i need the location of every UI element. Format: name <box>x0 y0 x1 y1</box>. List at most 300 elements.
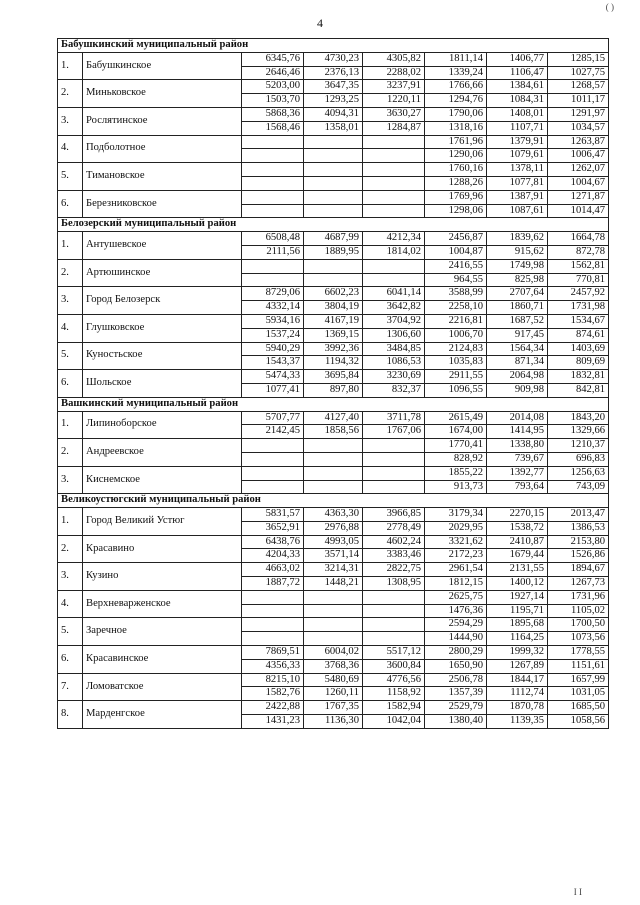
value-cell: 1534,67 <box>548 314 609 328</box>
value-cell <box>304 466 363 480</box>
value-cell <box>242 176 304 190</box>
table-row <box>58 287 609 301</box>
value-cell <box>363 135 425 149</box>
value-cell: 2778,49 <box>363 521 425 535</box>
settlement-name: Артюшинское <box>83 259 242 287</box>
table-row <box>58 370 609 384</box>
row-number: 5. <box>58 618 83 646</box>
district-title: Белозерский муниципальный район <box>58 218 609 232</box>
value-cell: 5203,00 <box>242 80 304 94</box>
value-cell: 1767,06 <box>363 425 425 439</box>
table-row <box>58 618 609 632</box>
value-cell: 4094,31 <box>304 107 363 121</box>
value-cell: 1271,87 <box>548 190 609 204</box>
value-cell: 1358,01 <box>304 121 363 135</box>
value-cell: 3695,84 <box>304 370 363 384</box>
value-cell: 1139,35 <box>487 715 548 729</box>
value-cell: 2506,78 <box>425 673 487 687</box>
value-cell: 1700,50 <box>548 618 609 632</box>
value-cell: 793,64 <box>487 480 548 494</box>
value-cell: 1288,26 <box>425 176 487 190</box>
row-number: 3. <box>58 563 83 591</box>
value-cell: 842,81 <box>548 383 609 397</box>
table-row <box>58 342 609 356</box>
value-cell: 3704,92 <box>363 314 425 328</box>
table-row <box>58 701 609 715</box>
value-cell <box>242 480 304 494</box>
settlement-name: Миньковское <box>83 80 242 108</box>
value-cell: 1210,37 <box>548 439 609 453</box>
value-cell: 1392,77 <box>487 466 548 480</box>
value-cell: 3647,35 <box>304 80 363 94</box>
value-cell: 1767,35 <box>304 701 363 715</box>
value-cell: 1760,16 <box>425 163 487 177</box>
footer-mark: I I <box>573 887 582 897</box>
settlement-name: Глушковское <box>83 314 242 342</box>
value-cell <box>304 190 363 204</box>
value-cell: 1268,57 <box>548 80 609 94</box>
value-cell: 2707,64 <box>487 287 548 301</box>
table-row <box>58 411 609 425</box>
table-row <box>58 673 609 687</box>
value-cell: 2142,45 <box>242 425 304 439</box>
value-cell: 2153,80 <box>548 535 609 549</box>
value-cell <box>242 466 304 480</box>
value-cell: 1004,67 <box>548 176 609 190</box>
value-cell: 3652,91 <box>242 521 304 535</box>
value-cell: 1568,46 <box>242 121 304 135</box>
settlement-name: Киснемское <box>83 466 242 494</box>
value-cell: 1112,74 <box>487 687 548 701</box>
value-cell: 4204,33 <box>242 549 304 563</box>
value-cell: 1839,62 <box>487 232 548 246</box>
district-header-row <box>58 397 609 411</box>
value-cell: 3588,99 <box>425 287 487 301</box>
value-cell: 1403,69 <box>548 342 609 356</box>
value-cell: 1379,91 <box>487 135 548 149</box>
value-cell <box>304 135 363 149</box>
settlement-name: Куностьское <box>83 342 242 370</box>
table-row <box>58 163 609 177</box>
value-cell: 1034,57 <box>548 121 609 135</box>
value-cell: 2422,88 <box>242 701 304 715</box>
value-cell: 1058,56 <box>548 715 609 729</box>
district-header-row <box>58 39 609 53</box>
value-cell: 1027,75 <box>548 66 609 80</box>
value-cell: 1035,83 <box>425 356 487 370</box>
value-cell: 4356,33 <box>242 659 304 673</box>
value-cell: 2800,29 <box>425 646 487 660</box>
value-cell: 2457,92 <box>548 287 609 301</box>
table-row <box>58 466 609 480</box>
value-cell: 3214,31 <box>304 563 363 577</box>
settlement-name: Марденгское <box>83 701 242 729</box>
value-cell: 1256,63 <box>548 466 609 480</box>
value-cell: 1444,90 <box>425 632 487 646</box>
value-cell: 1106,47 <box>487 66 548 80</box>
value-cell: 1448,21 <box>304 577 363 591</box>
value-cell: 3600,84 <box>363 659 425 673</box>
value-cell <box>363 466 425 480</box>
tariff-table <box>57 38 609 729</box>
value-cell: 4212,34 <box>363 232 425 246</box>
value-cell <box>242 135 304 149</box>
value-cell: 1814,02 <box>363 245 425 259</box>
value-cell: 2911,55 <box>425 370 487 384</box>
row-number: 6. <box>58 370 83 398</box>
value-cell: 3642,82 <box>363 301 425 315</box>
value-cell: 1267,89 <box>487 659 548 673</box>
value-cell: 1262,07 <box>548 163 609 177</box>
settlement-name: Бабушкинское <box>83 52 242 80</box>
value-cell: 2961,54 <box>425 563 487 577</box>
value-cell <box>304 163 363 177</box>
table-row <box>58 439 609 453</box>
value-cell <box>363 204 425 218</box>
value-cell: 1384,61 <box>487 80 548 94</box>
value-cell: 1431,23 <box>242 715 304 729</box>
value-cell: 825,98 <box>487 273 548 287</box>
value-cell: 5517,12 <box>363 646 425 660</box>
value-cell: 1031,05 <box>548 687 609 701</box>
value-cell: 1194,32 <box>304 356 363 370</box>
value-cell: 1476,36 <box>425 604 487 618</box>
value-cell: 1386,53 <box>548 521 609 535</box>
value-cell <box>304 149 363 163</box>
value-cell <box>242 259 304 273</box>
value-cell: 743,09 <box>548 480 609 494</box>
value-cell: 2615,49 <box>425 411 487 425</box>
settlement-name: Антушевское <box>83 232 242 260</box>
value-cell: 1195,71 <box>487 604 548 618</box>
value-cell: 1657,99 <box>548 673 609 687</box>
value-cell: 5831,57 <box>242 508 304 522</box>
value-cell: 4663,02 <box>242 563 304 577</box>
value-cell <box>242 149 304 163</box>
value-cell: 1766,66 <box>425 80 487 94</box>
value-cell: 3484,85 <box>363 342 425 356</box>
district-title: Вашкинский муниципальный район <box>58 397 609 411</box>
value-cell <box>363 604 425 618</box>
value-cell: 1790,06 <box>425 107 487 121</box>
value-cell: 2646,46 <box>242 66 304 80</box>
value-cell: 2270,15 <box>487 508 548 522</box>
value-cell: 5474,33 <box>242 370 304 384</box>
value-cell <box>242 632 304 646</box>
row-number: 2. <box>58 535 83 563</box>
value-cell: 1290,06 <box>425 149 487 163</box>
value-cell: 1889,95 <box>304 245 363 259</box>
value-cell: 2594,29 <box>425 618 487 632</box>
value-cell: 4730,23 <box>304 52 363 66</box>
value-cell <box>363 149 425 163</box>
value-cell: 1087,61 <box>487 204 548 218</box>
value-cell: 4363,30 <box>304 508 363 522</box>
settlement-name: Тимановское <box>83 163 242 191</box>
value-cell: 1895,68 <box>487 618 548 632</box>
value-cell: 3804,19 <box>304 301 363 315</box>
value-cell <box>304 452 363 466</box>
row-number: 1. <box>58 232 83 260</box>
value-cell: 1318,16 <box>425 121 487 135</box>
row-number: 1. <box>58 411 83 439</box>
value-cell: 1042,04 <box>363 715 425 729</box>
value-cell: 1811,14 <box>425 52 487 66</box>
value-cell: 4602,24 <box>363 535 425 549</box>
value-cell: 874,61 <box>548 328 609 342</box>
value-cell <box>304 480 363 494</box>
value-cell: 1079,61 <box>487 149 548 163</box>
value-cell: 1096,55 <box>425 383 487 397</box>
value-cell: 1151,61 <box>548 659 609 673</box>
value-cell: 1731,98 <box>548 301 609 315</box>
value-cell: 2410,87 <box>487 535 548 549</box>
value-cell: 2172,23 <box>425 549 487 563</box>
value-cell: 3179,34 <box>425 508 487 522</box>
value-cell <box>304 273 363 287</box>
value-cell <box>363 480 425 494</box>
value-cell: 3230,69 <box>363 370 425 384</box>
settlement-name: Андреевское <box>83 439 242 467</box>
settlement-name: Заречное <box>83 618 242 646</box>
value-cell: 1136,30 <box>304 715 363 729</box>
value-cell: 1503,70 <box>242 94 304 108</box>
row-number: 1. <box>58 508 83 536</box>
value-cell: 1860,71 <box>487 301 548 315</box>
value-cell: 1406,77 <box>487 52 548 66</box>
value-cell <box>363 259 425 273</box>
value-cell: 1263,87 <box>548 135 609 149</box>
value-cell: 2456,87 <box>425 232 487 246</box>
value-cell: 1387,91 <box>487 190 548 204</box>
value-cell: 2111,56 <box>242 245 304 259</box>
value-cell: 1927,14 <box>487 590 548 604</box>
value-cell: 4167,19 <box>304 314 363 328</box>
value-cell: 1778,55 <box>548 646 609 660</box>
settlement-name: Красавино <box>83 535 242 563</box>
value-cell: 3630,27 <box>363 107 425 121</box>
value-cell: 1011,17 <box>548 94 609 108</box>
table-row <box>58 190 609 204</box>
value-cell: 6438,76 <box>242 535 304 549</box>
value-cell: 3571,14 <box>304 549 363 563</box>
value-cell: 2258,10 <box>425 301 487 315</box>
table-row <box>58 535 609 549</box>
table-row <box>58 232 609 246</box>
value-cell: 1105,02 <box>548 604 609 618</box>
value-cell <box>363 439 425 453</box>
value-cell: 4305,82 <box>363 52 425 66</box>
table-row <box>58 590 609 604</box>
value-cell: 1014,47 <box>548 204 609 218</box>
value-cell: 1664,78 <box>548 232 609 246</box>
table-row <box>58 314 609 328</box>
value-cell <box>363 590 425 604</box>
value-cell: 3966,85 <box>363 508 425 522</box>
value-cell: 1538,72 <box>487 521 548 535</box>
value-cell: 696,83 <box>548 452 609 466</box>
value-cell: 1329,66 <box>548 425 609 439</box>
settlement-name: Рослятинское <box>83 107 242 135</box>
value-cell: 809,69 <box>548 356 609 370</box>
value-cell <box>304 590 363 604</box>
row-number: 2. <box>58 439 83 467</box>
settlement-name: Город Великий Устюг <box>83 508 242 536</box>
value-cell: 4776,56 <box>363 673 425 687</box>
row-number: 6. <box>58 646 83 674</box>
value-cell: 1357,39 <box>425 687 487 701</box>
value-cell: 1537,24 <box>242 328 304 342</box>
value-cell: 770,81 <box>548 273 609 287</box>
value-cell: 6004,02 <box>304 646 363 660</box>
row-number: 6. <box>58 190 83 218</box>
row-number: 3. <box>58 466 83 494</box>
table-row <box>58 563 609 577</box>
value-cell: 1107,71 <box>487 121 548 135</box>
value-cell: 8729,06 <box>242 287 304 301</box>
value-cell: 1761,96 <box>425 135 487 149</box>
row-number: 7. <box>58 673 83 701</box>
value-cell: 828,92 <box>425 452 487 466</box>
value-cell: 3768,36 <box>304 659 363 673</box>
value-cell: 1562,81 <box>548 259 609 273</box>
value-cell: 3237,91 <box>363 80 425 94</box>
settlement-name: Подболотное <box>83 135 242 163</box>
value-cell: 1650,90 <box>425 659 487 673</box>
table-row <box>58 508 609 522</box>
value-cell: 2822,75 <box>363 563 425 577</box>
value-cell: 1369,15 <box>304 328 363 342</box>
value-cell: 1285,15 <box>548 52 609 66</box>
value-cell: 1870,78 <box>487 701 548 715</box>
value-cell <box>242 190 304 204</box>
value-cell <box>363 452 425 466</box>
value-cell: 8215,10 <box>242 673 304 687</box>
value-cell <box>304 439 363 453</box>
value-cell: 1999,32 <box>487 646 548 660</box>
value-cell: 917,45 <box>487 328 548 342</box>
value-cell <box>363 176 425 190</box>
district-title: Великоустюгский муниципальный район <box>58 494 609 508</box>
corner-mark: ( ) <box>605 2 614 12</box>
value-cell: 3711,78 <box>363 411 425 425</box>
value-cell: 1543,37 <box>242 356 304 370</box>
value-cell: 5934,16 <box>242 314 304 328</box>
row-number: 2. <box>58 259 83 287</box>
value-cell: 2625,75 <box>425 590 487 604</box>
value-cell: 5940,29 <box>242 342 304 356</box>
value-cell: 1685,50 <box>548 701 609 715</box>
value-cell: 4127,40 <box>304 411 363 425</box>
value-cell: 2124,83 <box>425 342 487 356</box>
value-cell: 1077,81 <box>487 176 548 190</box>
value-cell: 3321,62 <box>425 535 487 549</box>
value-cell: 1291,97 <box>548 107 609 121</box>
value-cell <box>304 259 363 273</box>
row-number: 4. <box>58 590 83 618</box>
page-number: 4 <box>317 16 323 30</box>
value-cell <box>242 618 304 632</box>
value-cell: 6345,76 <box>242 52 304 66</box>
value-cell: 1293,25 <box>304 94 363 108</box>
value-cell: 871,34 <box>487 356 548 370</box>
value-cell: 1894,67 <box>548 563 609 577</box>
value-cell <box>304 176 363 190</box>
value-cell: 1582,94 <box>363 701 425 715</box>
value-cell: 7869,51 <box>242 646 304 660</box>
value-cell: 6508,48 <box>242 232 304 246</box>
value-cell: 739,67 <box>487 452 548 466</box>
value-cell: 1887,72 <box>242 577 304 591</box>
value-cell <box>304 618 363 632</box>
value-cell: 1164,25 <box>487 632 548 646</box>
value-cell: 1298,06 <box>425 204 487 218</box>
table-row <box>58 80 609 94</box>
value-cell: 1400,12 <box>487 577 548 591</box>
value-cell: 1378,11 <box>487 163 548 177</box>
district-header-row <box>58 218 609 232</box>
value-cell: 1687,52 <box>487 314 548 328</box>
value-cell: 2529,79 <box>425 701 487 715</box>
value-cell: 4993,05 <box>304 535 363 549</box>
value-cell: 909,98 <box>487 383 548 397</box>
settlement-name: Березниковское <box>83 190 242 218</box>
value-cell: 1679,44 <box>487 549 548 563</box>
value-cell: 2029,95 <box>425 521 487 535</box>
value-cell: 1073,56 <box>548 632 609 646</box>
value-cell: 1004,87 <box>425 245 487 259</box>
value-cell: 5707,77 <box>242 411 304 425</box>
value-cell: 2014,08 <box>487 411 548 425</box>
value-cell: 1832,81 <box>548 370 609 384</box>
value-cell: 1582,76 <box>242 687 304 701</box>
row-number: 5. <box>58 342 83 370</box>
value-cell: 2416,55 <box>425 259 487 273</box>
value-cell <box>363 190 425 204</box>
row-number: 1. <box>58 52 83 80</box>
value-cell: 913,73 <box>425 480 487 494</box>
value-cell: 1812,15 <box>425 577 487 591</box>
value-cell <box>304 204 363 218</box>
value-cell: 964,55 <box>425 273 487 287</box>
value-cell: 6041,14 <box>363 287 425 301</box>
settlement-name: Липиноборское <box>83 411 242 439</box>
value-cell: 1770,41 <box>425 439 487 453</box>
settlement-name: Красавинское <box>83 646 242 674</box>
row-number: 3. <box>58 287 83 315</box>
value-cell: 1077,41 <box>242 383 304 397</box>
value-cell <box>363 618 425 632</box>
value-cell: 872,78 <box>548 245 609 259</box>
value-cell: 1858,56 <box>304 425 363 439</box>
value-cell <box>363 163 425 177</box>
value-cell <box>242 439 304 453</box>
value-cell: 2013,47 <box>548 508 609 522</box>
settlement-name: Верхневарженское <box>83 590 242 618</box>
value-cell <box>242 273 304 287</box>
table-row <box>58 107 609 121</box>
value-cell: 1844,17 <box>487 673 548 687</box>
value-cell: 1260,11 <box>304 687 363 701</box>
table-row <box>58 135 609 149</box>
value-cell <box>242 590 304 604</box>
value-cell: 915,62 <box>487 245 548 259</box>
value-cell: 1006,70 <box>425 328 487 342</box>
value-cell: 1380,40 <box>425 715 487 729</box>
value-cell: 1158,92 <box>363 687 425 701</box>
value-cell <box>242 452 304 466</box>
row-number: 4. <box>58 314 83 342</box>
